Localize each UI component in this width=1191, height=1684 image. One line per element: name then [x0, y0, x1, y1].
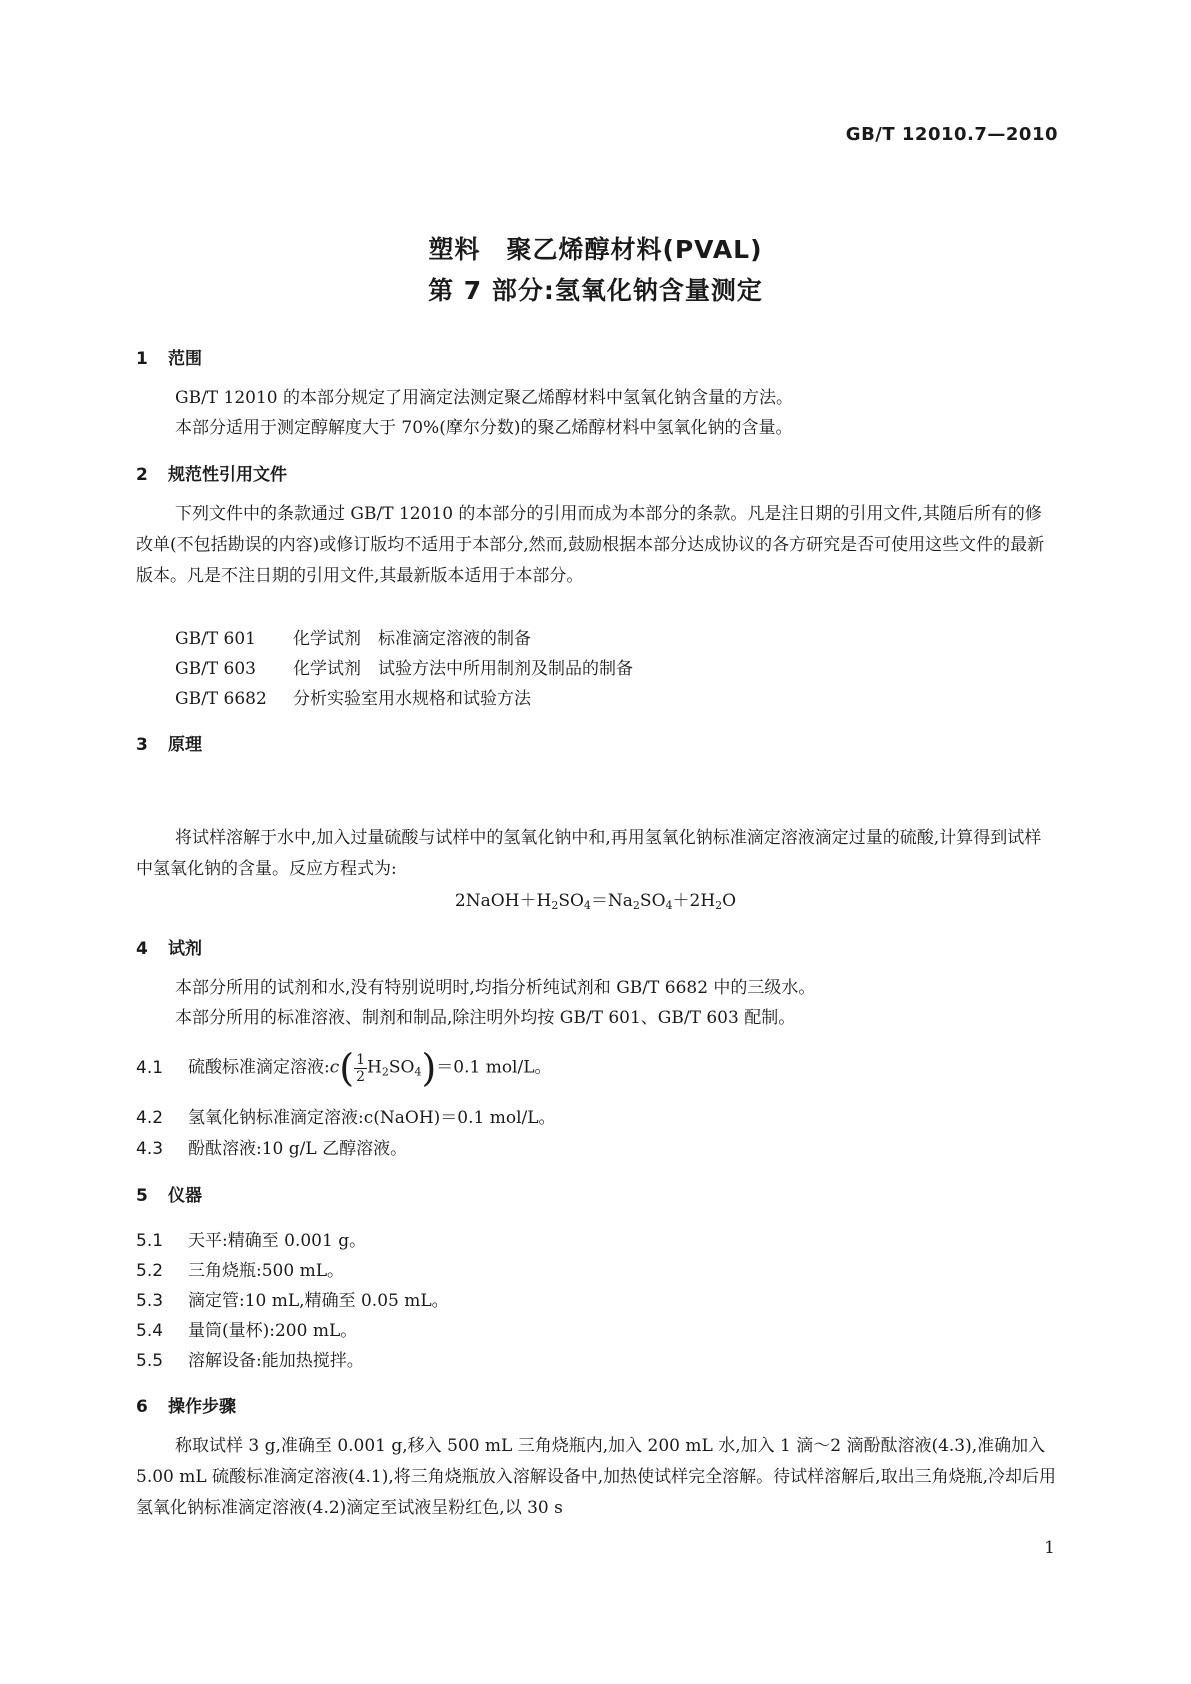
clause-number: 5.1	[136, 1231, 164, 1251]
document-title-line1: 塑料 聚乙烯醇材料(PVAL)	[428, 235, 763, 264]
clause-number: 5.2	[136, 1261, 164, 1281]
fraction-denominator: 2	[356, 1068, 366, 1085]
references-paragraph: 下列文件中的条款通过 GB/T 12010 的本部分的引用而成为本部分的条款。凡是注日期的引用文件,其随后所有的修改单(不包括勘误的内容)或修订版均不适用于本部分,然而,鼓励根据本部分达成协议的各方研究是否可使用这些文件的最新版本。凡是不注日期的引用文件,其最新版本适用于本部分。	[136, 504, 1045, 586]
clause-value: ＝0.1 mol/L。	[436, 1057, 552, 1078]
formula-part: H	[367, 1057, 382, 1078]
clause-number: 4.2	[136, 1108, 164, 1128]
section-heading-reagents	[136, 934, 202, 959]
scope-paragraph-1: GB/T 12010 的本部分规定了用滴定法测定聚乙烯醇材料中氢氧化钠含量的方法。	[175, 388, 794, 408]
concentration-symbol: c	[329, 1057, 340, 1078]
section-title: 原理	[168, 735, 202, 755]
clause-5-3	[136, 1286, 449, 1311]
left-paren: (	[339, 1046, 355, 1090]
right-paren: )	[421, 1046, 437, 1090]
section-heading-procedure	[136, 1392, 236, 1417]
clause-text: 酚酞溶液:10 g/L 乙醇溶液。	[188, 1139, 408, 1159]
section-heading-scope	[136, 344, 202, 369]
procedure-paragraph: 称取试样 3 g,准确至 0.001 g,移入 500 mL 三角烧瓶内,加入 200 mL 水,加入 1 滴～2 滴酚酞溶液(4.3),准确加入 5.00 mL 硫酸标准滴定溶液(4.1),将三角烧瓶放入溶解设备中,加热使试样完全溶解。待试样溶解后,取出三角烧瓶,冷却后用氢氧化钠标准滴定溶液(4.2)滴定至试液呈粉红色,以 30 s	[136, 1436, 1056, 1518]
section-number: 1	[136, 349, 148, 369]
standard-number: GB/T 12010.7—2010	[845, 124, 1058, 145]
clause-text: 三角烧瓶:500 mL。	[188, 1261, 344, 1281]
clause-number: 4.1	[136, 1057, 164, 1078]
reference-title: 化学试剂 标准滴定溶液的制备	[293, 629, 531, 649]
clause-4-3	[136, 1134, 407, 1159]
clause-4-1	[136, 1046, 552, 1090]
eq-subscript: 2	[551, 899, 559, 912]
section-title: 范围	[168, 349, 202, 369]
eq-part: O	[722, 891, 737, 911]
reference-code: GB/T 6682	[175, 689, 267, 709]
reference-title: 分析实验室用水规格和试验方法	[293, 689, 531, 709]
clause-text: 溶解设备:能加热搅拌。	[188, 1351, 364, 1371]
reference-item	[175, 624, 531, 649]
formula-subscript: 2	[381, 1065, 389, 1079]
clause-5-4	[136, 1316, 357, 1341]
section-number: 2	[136, 465, 148, 485]
clause-text: 量筒(量杯):200 mL。	[188, 1321, 358, 1341]
clause-5-5	[136, 1346, 364, 1371]
formula-part: SO	[388, 1057, 415, 1078]
section-title: 规范性引用文件	[168, 465, 287, 485]
section-number: 4	[136, 939, 148, 959]
clause-text: 硫酸标准滴定溶液:	[188, 1057, 330, 1078]
eq-subscript: 4	[583, 899, 591, 912]
reference-item	[175, 654, 633, 679]
clause-5-1	[136, 1226, 366, 1251]
clause-text: 氢氧化钠标准滴定溶液:c(NaOH)＝0.1 mol/L。	[188, 1108, 556, 1128]
reference-code: GB/T 601	[175, 629, 256, 649]
section-number: 5	[136, 1186, 148, 1206]
eq-part: SO	[639, 891, 666, 911]
clause-number: 4.3	[136, 1139, 164, 1159]
document-title-line2: 第 7 部分:氢氧化钠含量测定	[428, 276, 763, 305]
reference-title: 化学试剂 试验方法中所用制剂及制品的制备	[293, 659, 633, 679]
clause-text: 滴定管:10 mL,精确至 0.05 mL。	[188, 1291, 449, 1311]
scope-paragraph-2: 本部分适用于测定醇解度大于 70%(摩尔分数)的聚乙烯醇材料中氢氧化钠的含量。	[175, 418, 793, 438]
fraction-numerator: 1	[356, 1051, 366, 1068]
formula-subscript: 4	[414, 1065, 422, 1079]
principle-paragraph: 将试样溶解于水中,加入过量硫酸与试样中的氢氧化钠中和,再用氢氧化钠标准滴定溶液滴定过量的硫酸,计算得到试样中氢氧化钠的含量。反应方程式为:	[136, 828, 1042, 879]
eq-subscript: 4	[665, 899, 673, 912]
clause-number: 5.3	[136, 1291, 164, 1311]
section-number: 3	[136, 735, 148, 755]
section-heading-normative-references	[136, 460, 287, 485]
section-heading-principle	[136, 730, 202, 755]
clause-number: 5.4	[136, 1321, 164, 1341]
clause-text: 天平:精确至 0.001 g。	[188, 1231, 367, 1251]
eq-part: SO	[558, 891, 584, 911]
reference-code: GB/T 603	[175, 659, 256, 679]
clause-number: 5.5	[136, 1351, 164, 1371]
section-title: 仪器	[168, 1186, 202, 1206]
section-title: 操作步骤	[168, 1397, 236, 1417]
reaction-equation	[0, 886, 1191, 912]
clause-4-2	[136, 1103, 556, 1128]
eq-subscript: 2	[632, 899, 640, 912]
eq-part: 2NaOH＋H	[454, 891, 552, 911]
eq-part: ＝Na	[590, 891, 633, 911]
fraction	[354, 1052, 367, 1085]
page-number: 1	[1044, 1538, 1055, 1558]
section-title: 试剂	[168, 939, 202, 959]
section-heading-apparatus	[136, 1181, 202, 1206]
clause-5-2	[136, 1256, 344, 1281]
eq-part: ＋2H	[672, 891, 716, 911]
reference-item	[175, 684, 531, 709]
section-number: 6	[136, 1397, 148, 1417]
eq-subscript: 2	[715, 899, 723, 912]
reagents-paragraph-2: 本部分所用的标准溶液、制剂和制品,除注明外均按 GB/T 601、GB/T 603 配制。	[175, 1008, 796, 1028]
reagents-paragraph-1: 本部分所用的试剂和水,没有特别说明时,均指分析纯试剂和 GB/T 6682 中的三级水。	[175, 978, 816, 998]
